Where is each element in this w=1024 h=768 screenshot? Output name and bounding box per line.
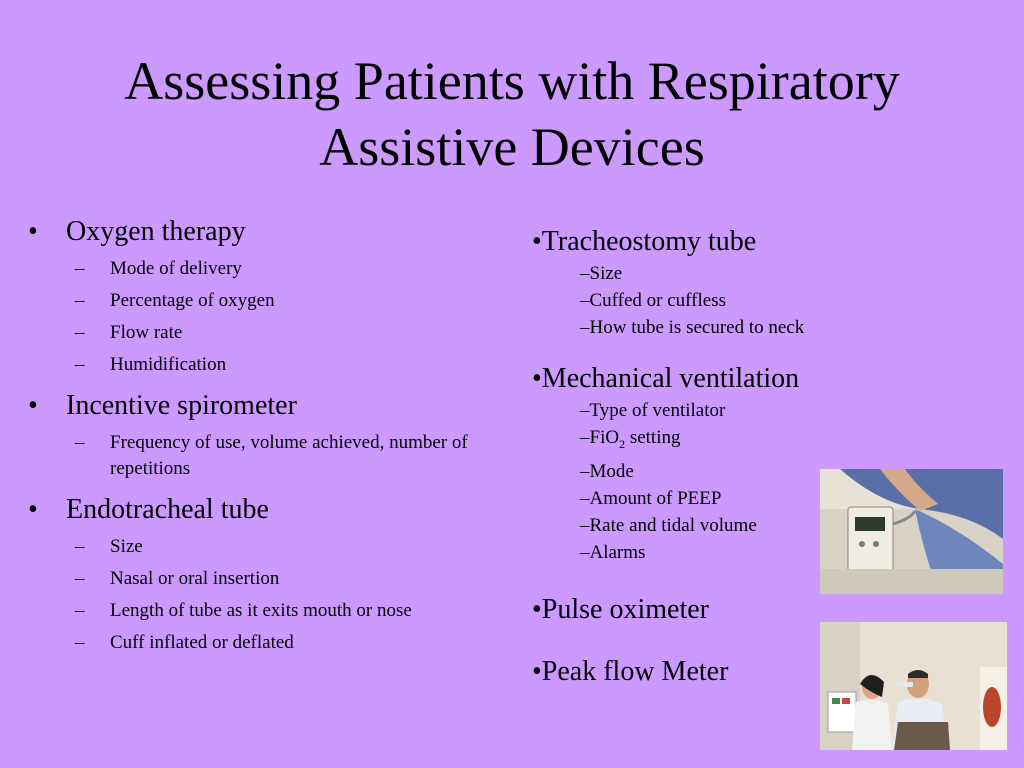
title-line-2: Assistive Devices [319,117,705,177]
sub-item-label: Percentage of oxygen [110,290,275,311]
sub-item [28,598,468,624]
dash-mark: – [75,290,85,311]
bullet-pulse-oximeter: •Pulse oximeter [532,593,709,625]
bullet-oxygen-therapy [28,214,468,250]
bullet-peak-flow-meter: •Peak flow Meter [532,655,729,687]
sub-item [28,566,468,592]
dash-mark: – [75,354,85,375]
bullet-endotracheal-tube [28,492,468,528]
pulse-oximeter-photo [820,469,1003,594]
slide-title [0,48,1024,180]
sub-item: –Cuffed or cuffless [580,290,726,311]
dash-mark: – [75,568,85,589]
bullet-dot: • [28,216,38,247]
sub-item [28,630,468,656]
sub-item: –Rate and tidal volume [580,514,757,536]
sub-item [28,256,468,282]
bullet-tracheostomy-tube: •Tracheostomy tube [532,226,757,257]
sub-item-label: Mode of delivery [110,258,242,279]
fio2-suffix: setting [625,427,681,448]
sub-item-label: Nasal or oral insertion [110,568,280,589]
dash-mark: – [75,322,85,343]
left-column [28,214,468,656]
sub-item: –Mode [580,460,634,482]
sub-item [28,430,468,482]
dash-mark: – [75,536,85,557]
sub-item-label: Length of tube as it exits mouth or nose [110,600,412,621]
sub-item [28,288,468,314]
bullet-label: Oxygen therapy [66,216,246,247]
sub-item-label: Flow rate [110,322,183,343]
bullet-mechanical-ventilation: •Mechanical ventilation [532,363,800,394]
sub-item: –Size [580,263,623,284]
bullet-dot: • [28,390,38,421]
dash-mark: – [75,632,85,653]
peak-flow-meter-photo [820,622,1007,750]
bullet-dot: • [28,494,38,525]
sub-item: –How tube is secured to neck [580,317,805,338]
bullet-incentive-spirometer [28,388,468,424]
fio2-subscript: 2 [619,436,626,451]
sub-item: –Alarms [580,541,646,563]
sub-item-label: Size [110,536,143,557]
dash-mark: – [75,600,85,621]
bullet-label: Endotracheal tube [66,494,269,525]
sub-item-label: Cuff inflated or deflated [110,632,294,653]
sub-item [28,534,468,560]
dash-mark: – [75,432,85,453]
sub-item [28,320,468,346]
sub-item: –Amount of PEEP [580,487,722,509]
title-line-1: Assessing Patients with Respiratory [124,51,900,111]
right-column [532,224,832,690]
sub-item-fio2 [532,424,832,458]
fio2-prefix: –FiO [580,427,620,448]
sub-item [28,352,468,378]
sub-item-label: Frequency of use, volume achieved, number of repetitions [110,432,468,479]
sub-item-label: Humidification [110,354,227,375]
sub-item: –Type of ventilator [580,400,726,421]
bullet-label: Incentive spirometer [66,390,297,421]
dash-mark: – [75,258,85,279]
